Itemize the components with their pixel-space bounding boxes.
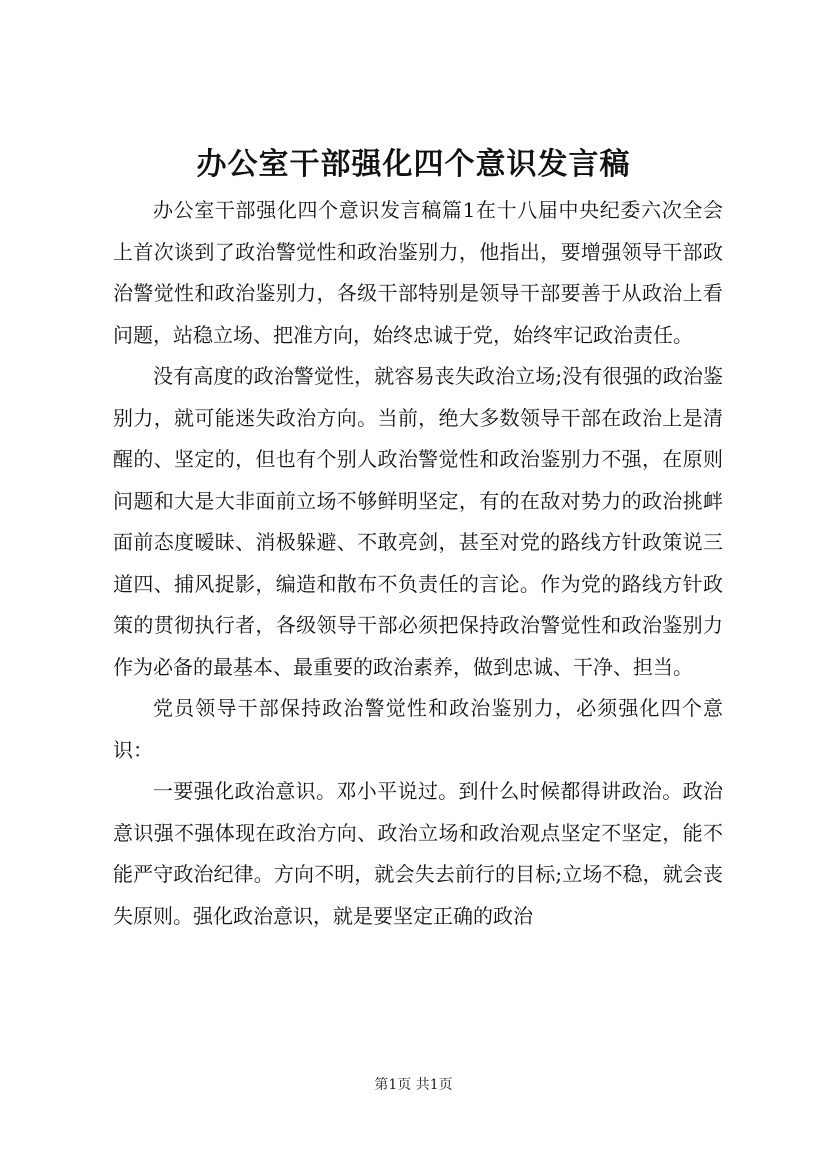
page-footer: 第1页 共1页 (374, 1077, 453, 1093)
document-title: 办公室干部强化四个意识发言稿 (196, 147, 631, 182)
document-body (113, 190, 723, 937)
paragraph: 党员领导干部保持政治警觉性和政治鉴别力，必须强化四个意识： (113, 696, 723, 762)
paragraph: 办公室干部强化四个意识发言稿篇1在十八届中央纪委六次全会上首次谈到了政治警觉性和政治鉴别力，他指出，要增强领导干部政治警觉性和政治鉴别力，各级干部特别是领导干部要善于从政治上看问题，站稳立场、把准方向，始终忠诚于党，始终牢记政治责任。 (113, 198, 723, 347)
paragraph: 没有高度的政治警觉性，就容易丧失政治立场;没有很强的政治鉴别力，就可能迷失政治方向。当前，绝大多数领导干部在政治上是清醒的、坚定的，但也有个别人政治警觉性和政治鉴别力不强，在原则问题和大是大非面前立场不够鲜明坚定，有的在敌对势力的政治挑衅面前态度暧昧、消极躲避、不敢亮剑，甚至对党的路线方针政策说三道四、捕风捉影，编造和散布不负责任的言论。作为党的路线方针政策的贯彻执行者，各级领导干部必须把保持政治警觉性和政治鉴别力作为必备的最基本、最重要的政治素养，做到忠诚、干净、担当。 (113, 364, 723, 679)
paragraph: 一要强化政治意识。邓小平说过。到什么时候都得讲政治。政治意识强不强体现在政治方向、政治立场和政治观点坚定不坚定，能不能严守政治纪律。方向不明，就会失去前行的目标;立场不稳，就会丧失原则。强化政治意识，就是要坚定正确的政治 (113, 779, 723, 928)
